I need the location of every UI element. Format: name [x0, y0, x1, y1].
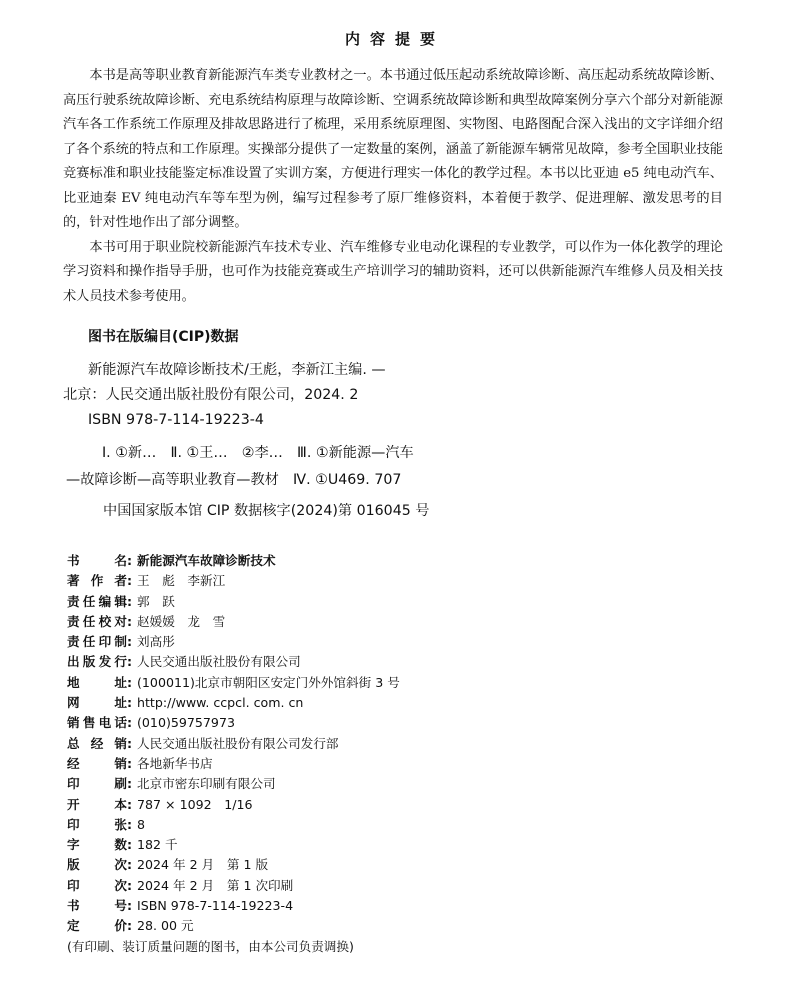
cip-title-line: 新能源汽车故障诊断技术/王彪，李新江主编. —: [88, 362, 386, 378]
credit-value: 人民交通出版社股份有限公司: [137, 654, 301, 670]
credit-label: 总经销: [67, 735, 127, 751]
credit-label: 责任编辑: [67, 593, 127, 609]
credit-label: 字数: [67, 837, 127, 853]
credit-value: 28. 00 元: [137, 918, 194, 934]
credit-row-format: 开本 : 787 × 1092 1/16: [67, 795, 727, 815]
credit-row-proofreader: 责任校对 : 赵媛媛 龙 雪: [67, 612, 727, 632]
credit-value: 各地新华书店: [137, 755, 213, 771]
credit-row-sheets: 印张 : 8: [67, 815, 727, 835]
credit-value: 赵媛媛 龙 雪: [137, 613, 226, 629]
credit-row-sales-phone: 销售电话 : (010)59757973: [67, 713, 727, 733]
credit-label: 开本: [67, 796, 127, 812]
credit-value: 北京市密东印刷有限公司: [137, 776, 276, 792]
credit-row-address: 地址 : (100011)北京市朝阳区安定门外外馆斜街 3 号: [67, 673, 727, 693]
credit-label: 地址: [67, 674, 127, 690]
credit-label: 销售电话: [67, 715, 127, 731]
credit-value: 2024 年 2 月 第 1 次印刷: [137, 877, 294, 893]
credit-label: 印刷: [67, 776, 127, 792]
credit-label: 著作者: [67, 573, 127, 589]
credit-row-price: 定价 : 28. 00 元: [67, 916, 727, 936]
credit-row-title: 书名 : 新能源汽车故障诊断技术: [67, 551, 727, 571]
cip-record: [63, 358, 708, 433]
credit-row-editor: 责任编辑 : 郭 跃: [67, 592, 727, 612]
credit-value: (010)59757973: [137, 715, 235, 731]
credit-row-website: 网址 : http://www. ccpcl. com. cn: [67, 693, 727, 713]
credit-value: 刘高彤: [137, 634, 175, 650]
credit-value: 王 彪 李新江: [137, 573, 226, 589]
credit-label: 版次: [67, 857, 127, 873]
credits-table: [67, 551, 727, 957]
credit-row-distributor: 经销 : 各地新华书店: [67, 754, 727, 774]
credit-row-publisher: 出版发行 : 人民交通出版社股份有限公司: [67, 652, 727, 672]
credit-value: 182 千: [137, 837, 178, 853]
cip-publisher-line: 北京：人民交通出版社股份有限公司，2024. 2: [63, 387, 359, 403]
credit-row-isbn: 书号 : ISBN 978-7-114-19223-4: [67, 896, 727, 916]
credit-row-impression: 印次 : 2024 年 2 月 第 1 次印刷: [67, 876, 727, 896]
credit-label: 书号: [67, 898, 127, 914]
credit-value: 郭 跃: [137, 593, 175, 609]
credit-value: ISBN 978-7-114-19223-4: [137, 898, 294, 914]
cip-isbn-line: ISBN 978-7-114-19223-4: [88, 412, 264, 428]
credit-row-general-distributor: 总经销 : 人民交通出版社股份有限公司发行部: [67, 734, 727, 754]
credit-value: 人民交通出版社股份有限公司发行部: [137, 735, 339, 751]
credit-value: 新能源汽车故障诊断技术: [137, 553, 276, 568]
credit-value: 2024 年 2 月 第 1 版: [137, 857, 269, 873]
cip-class-line-1: Ⅰ. ①新… Ⅱ. ①王… ②李… Ⅲ. ①新能源—汽车: [102, 445, 414, 461]
cip-heading: 图书在版编目(CIP)数据: [88, 329, 239, 345]
credit-row-author: 著作者 : 王 彪 李新江: [67, 571, 727, 591]
credit-label: 经销: [67, 755, 127, 771]
credit-label: 印张: [67, 816, 127, 832]
credit-row-printer: 印刷 : 北京市密东印刷有限公司: [67, 774, 727, 794]
credit-row-printing-manager: 责任印制 : 刘高彤: [67, 632, 727, 652]
cip-class-line-2: —故障诊断—高等职业教育—教材 Ⅳ. ①U469. 707: [66, 472, 402, 488]
cip-verify-line: 中国国家版本馆 CIP 数据核字(2024)第 016045 号: [103, 503, 430, 519]
credit-label: 定价: [67, 918, 127, 934]
abstract-title: 内容提要: [344, 30, 445, 48]
credit-label: 出版发行: [67, 654, 127, 670]
credit-value: 8: [137, 816, 146, 832]
abstract-body: [63, 64, 723, 309]
credit-label: 责任印制: [67, 634, 127, 650]
credit-value: (100011)北京市朝阳区安定门外外馆斜街 3 号: [137, 674, 400, 690]
credit-label: 责任校对: [67, 613, 127, 629]
abstract-paragraph-1: 本书是高等职业教育新能源汽车类专业教材之一。本书通过低压起动系统故障诊断、高压起动系统故障诊断、高压行驶系统故障诊断、充电系统结构原理与故障诊断、空调系统故障诊断和典型故障案例分享六个部分对新能源汽车各工作系统工作原理及排故思路进行了梳理，采用系统原理图、实物图、电路图配合深入浅出的文字详细介绍了各个系统的特点和工作原理。实操部分提供了一定数量的案例，涵盖了新能源车辆常见故障，参考全国职业技能竞赛标准和职业技能鉴定标准设置了实训方案，方便进行理实一体化的教学过程。本书以比亚迪 e5 纯电动汽车、比亚迪秦 EV 纯电动汽车等车型为例，编写过程参考了原厂维修资料，本着便于教学、促进理解、激发思考的目的，针对性地作出了部分调整。: [63, 68, 723, 230]
credit-label: 网址: [67, 695, 127, 711]
credit-value: http://www. ccpcl. com. cn: [137, 695, 304, 711]
credit-value: 787 × 1092 1/16: [137, 796, 253, 812]
abstract-paragraph-2: 本书可用于职业院校新能源汽车技术专业、汽车维修专业电动化课程的专业教学，可以作为一体化教学的理论学习资料和操作指导手册，也可作为技能竞赛或生产培训学习的辅助资料，还可以供新能源汽车维修人员及相关技术人员技术参考使用。: [63, 239, 723, 304]
quality-guarantee-note: (有印刷、装订质量问题的图书，由本公司负责调换): [67, 938, 354, 954]
credit-label: 印次: [67, 877, 127, 893]
cip-classification: [66, 440, 708, 494]
credit-row-edition: 版次 : 2024 年 2 月 第 1 版: [67, 855, 727, 875]
credit-label: 书名: [67, 553, 127, 568]
credit-row-word-count: 字数 : 182 千: [67, 835, 727, 855]
